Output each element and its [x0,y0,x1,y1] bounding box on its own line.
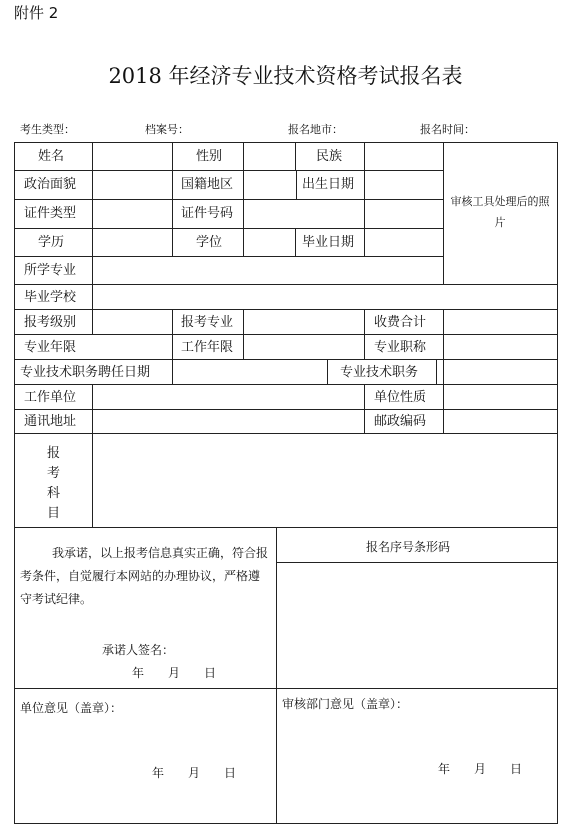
id-type-label: 证件类型 [24,206,77,221]
school-label: 毕业学校 [24,290,77,305]
exam-level-label: 报考级别 [24,315,77,330]
photo-label: 审核工具处理后的照片 [450,195,550,229]
pledge-date: 年 月 日 [132,666,217,680]
fee-total-label: 收费合计 [374,315,427,330]
unit-opinion-label: 单位意见（盖章）： [20,701,123,715]
name-label: 姓名 [38,149,65,164]
address-label: 通讯地址 [24,414,77,429]
ethnicity-label: 民族 [316,149,343,164]
attachment-label: 附件 2 [14,4,59,22]
work-years-label: 工作年限 [181,340,234,355]
professional-title-label: 专业职称 [374,340,427,355]
review-opinion-label: 审核部门意见（盖章）： [282,697,409,711]
graduation-date-label: 毕业日期 [302,235,355,250]
exam-type-label: 考生类型： [20,123,75,136]
professional-years-label: 专业年限 [24,340,77,355]
unit-nature-label: 单位性质 [374,390,427,405]
time-label: 报名时间： [420,123,475,136]
nationality-label: 国籍地区 [181,177,234,192]
city-label: 报名地市： [288,123,343,136]
file-number-label: 档案号： [145,123,189,136]
exam-subjects-label: 报考科目 [47,446,61,522]
review-opinion-date: 年 月 日 [438,762,523,776]
birth-date-label: 出生日期 [302,177,355,192]
education-label: 学历 [38,235,65,250]
barcode-label: 报名序号条形码 [366,540,451,554]
major-label: 所学专业 [24,263,77,278]
form-title: 2018 年经济专业技术资格考试报名表 [108,64,463,88]
gender-label: 性别 [196,149,223,164]
appointment-date-label: 专业技术职务聘任日期 [20,365,151,380]
employer-label: 工作单位 [24,390,77,405]
technical-post-label: 专业技术职务 [340,365,419,380]
id-number-label: 证件号码 [181,206,234,221]
unit-opinion-date: 年 月 日 [152,766,237,780]
degree-label: 学位 [196,235,223,250]
pledge-text: 我承诺，以上报考信息真实正确，符合报考条件，自觉履行本网站的办理协议，严格遵守考试纪律。 [20,546,269,606]
exam-major-label: 报考专业 [181,315,234,330]
political-status-label: 政治面貌 [24,177,77,192]
signer-label: 承诺人签名： [102,643,175,657]
postcode-label: 邮政编码 [374,414,427,429]
